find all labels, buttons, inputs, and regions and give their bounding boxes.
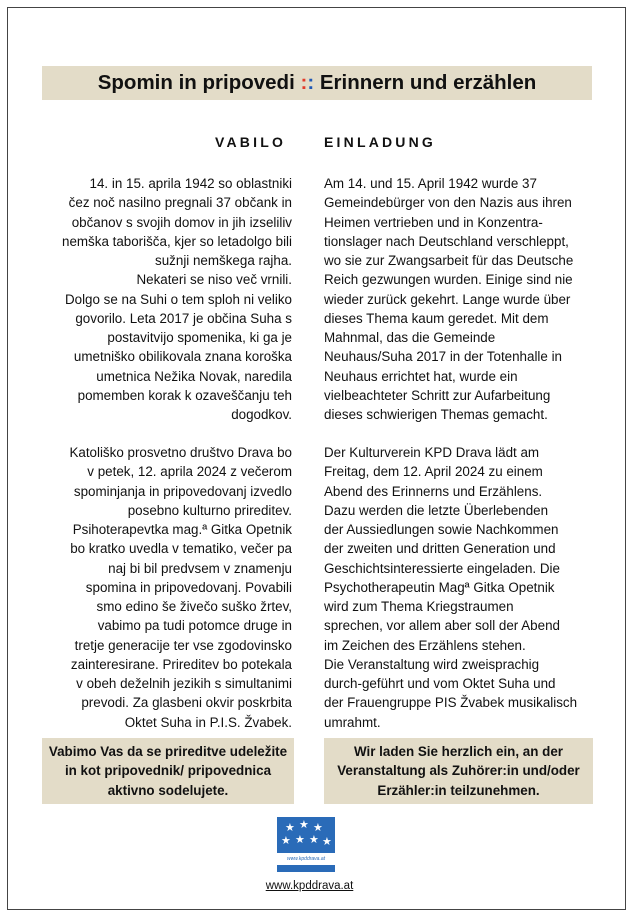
text-line: Am 14. und 15. April 1942 wurde 37 (324, 176, 537, 191)
text-line: der zweiten und dritten Generation und (324, 541, 556, 557)
text-line: Neuhaus errichtet hat, wurde ein (324, 368, 518, 384)
text-line: dogodkov. (231, 407, 292, 422)
slovene-paragraph-1 (42, 174, 292, 424)
slovene-paragraph-2 (42, 443, 292, 732)
text-line: zainteresirane. Prireditev bo potekala (70, 656, 292, 672)
text-line: Psihoterapevtka mag.ª Gitka Opetnik (72, 522, 292, 537)
box-line: Veranstaltung als Zuhörer:in und/oder (337, 763, 580, 779)
text-line: umrahmt. (324, 714, 381, 730)
text-line: tretje generacije ter vse zgodovinsko (74, 637, 292, 653)
text-line: 14. in 15. aprila 1942 so oblastniki (89, 176, 292, 191)
box-text (49, 742, 287, 801)
box-line: in kot pripovednik/ pripovednica (64, 763, 272, 779)
page-title (42, 66, 592, 100)
text-line: durch-geführt und vom Oktet Suha und (324, 676, 556, 691)
text-line: umetniško obilikovala znana koroška (73, 349, 292, 365)
text-line: vabimo pa tudi potomce druge in (97, 618, 292, 634)
text-line: Mahnmal, das die Gemeinde (324, 330, 496, 345)
text-line: Oktet Suha in P.I.S. Žvabek. (124, 714, 292, 730)
text-line: nemška taborišča, kjer so letadolgo bili (62, 233, 292, 249)
heading-vabilo: VABILO (215, 134, 287, 150)
text-line: bo kratko uvedla v tematiko, večer pa (70, 541, 292, 557)
box-line: Vabimo Vas da se prireditve udeležite (48, 743, 288, 759)
text-line: Abend des Erinnerns und Erzählens. (324, 483, 543, 499)
text-line: postavitvijo spomenika, ki ga je (107, 330, 292, 345)
text-line: wo sie zur Zwangsarbeit für das Deutsche (324, 253, 574, 268)
text-line: der Aussiedlungen sowie Nachkommen (324, 522, 559, 537)
box-line: aktivno sodelujete. (107, 782, 229, 798)
text-line: v petek, 12. aprila 2024 z večerom (87, 464, 292, 480)
text-line: občanov s svojih domov in jih izseliliv (71, 214, 292, 230)
text-line: smo edino še živečo suško žrtev, (96, 599, 292, 614)
text-line: im Zeichen des Erzählens stehen. (324, 637, 526, 653)
text-line: Psychotherapeutin Magª Gitka Opetnik (324, 579, 555, 595)
text-line: Geschichtsinteressierte eingeladen. Die (324, 560, 560, 576)
title-german: Erinnern und erzählen (319, 71, 537, 94)
text-line: dieses schwierigen Themas gemacht. (324, 407, 548, 422)
text-line: wieder zurück gekehrt. Lange wurde über (324, 291, 571, 307)
text-line: sužnji nemškega rajha. (155, 253, 292, 268)
text-line: Reich gezwungen wurden. Einige sind nie (324, 272, 573, 288)
kpd-drava-logo-icon: ★ ★ ★ ★ ★ ★ ★ www.kpddrava.at (277, 817, 335, 872)
text-line: pomemben korak k ozaveščanju teh (77, 387, 292, 403)
text-line: Dazu werden die letzte Überlebenden (324, 502, 549, 518)
text-line: posebno kulturno prireditev. (127, 502, 292, 518)
text-line: Die Veranstaltung wird zweisprachig (324, 656, 540, 672)
title-slovene: Spomin in pripovedi (97, 71, 295, 94)
separator-red-colon: : (300, 71, 308, 94)
website-link[interactable]: www.kpddrava.at (265, 880, 354, 892)
text-line: der Frauengruppe PIS Žvabek musikalisch (324, 695, 578, 711)
german-paragraph-1 (324, 174, 594, 424)
box-text (337, 742, 580, 801)
text-line: čez noč nasilno pregnali 37 občank in (68, 195, 292, 211)
box-line: Erzähler:in teilzunehmen. (377, 782, 540, 798)
text-line: umetnica Nežika Novak, naredila (96, 368, 292, 384)
title-separator (300, 71, 314, 94)
slovene-invitation-box (42, 738, 294, 804)
text-line: Gemeindebürger von den Nazis aus ihren (324, 195, 572, 211)
text-line: prevodi. Za glasbeni okvir poskrbita (81, 695, 292, 711)
text-line: Freitag, dem 12. April 2024 zu einem (324, 464, 543, 480)
text-line: govorilo. Leta 2017 je občina Suha s (75, 310, 292, 326)
heading-einladung: EINLADUNG (324, 134, 437, 150)
text-line: v obeh deželnih jezikih s simultanimi (76, 676, 292, 691)
text-line: Heimen vertrieben und in Konzentra- (324, 214, 543, 230)
text-line: wird zum Thema Kriegstraumen (324, 599, 514, 614)
german-invitation-box (324, 738, 593, 804)
box-line: Wir laden Sie herzlich ein, an der (354, 743, 563, 759)
text-line: vielbeachteter Schritt zur Aufarbeitung (324, 387, 551, 403)
text-line: Dolgo se na Suhi o tem sploh ni veliko (64, 291, 292, 307)
logo-text: www.kpddrava.at (286, 856, 326, 862)
text-line: Neuhaus/Suha 2017 in der Totenhalle in (324, 349, 562, 365)
separator-blue-colon: : (307, 71, 315, 94)
text-line: spominjanja in pripovedovanj izvedlo (73, 483, 292, 499)
text-line: tionslager nach Deutschland verschleppt, (324, 233, 569, 249)
german-paragraph-2 (324, 443, 594, 732)
text-line: Nekateri se niso več vrnili. (136, 272, 292, 288)
text-line: spomina in pripovedovanj. Povabili (85, 579, 292, 595)
text-line: Der Kulturverein KPD Drava lädt am (324, 445, 540, 460)
text-line: naj bi bil predvsem v znamenju (108, 560, 292, 576)
text-line: sprechen, vor allem aber soll der Abend (324, 618, 560, 634)
text-line: Katoliško prosvetno društvo Drava bo (69, 445, 292, 460)
text-line: dieses Thema kaum geredet. Mit dem (324, 310, 549, 326)
